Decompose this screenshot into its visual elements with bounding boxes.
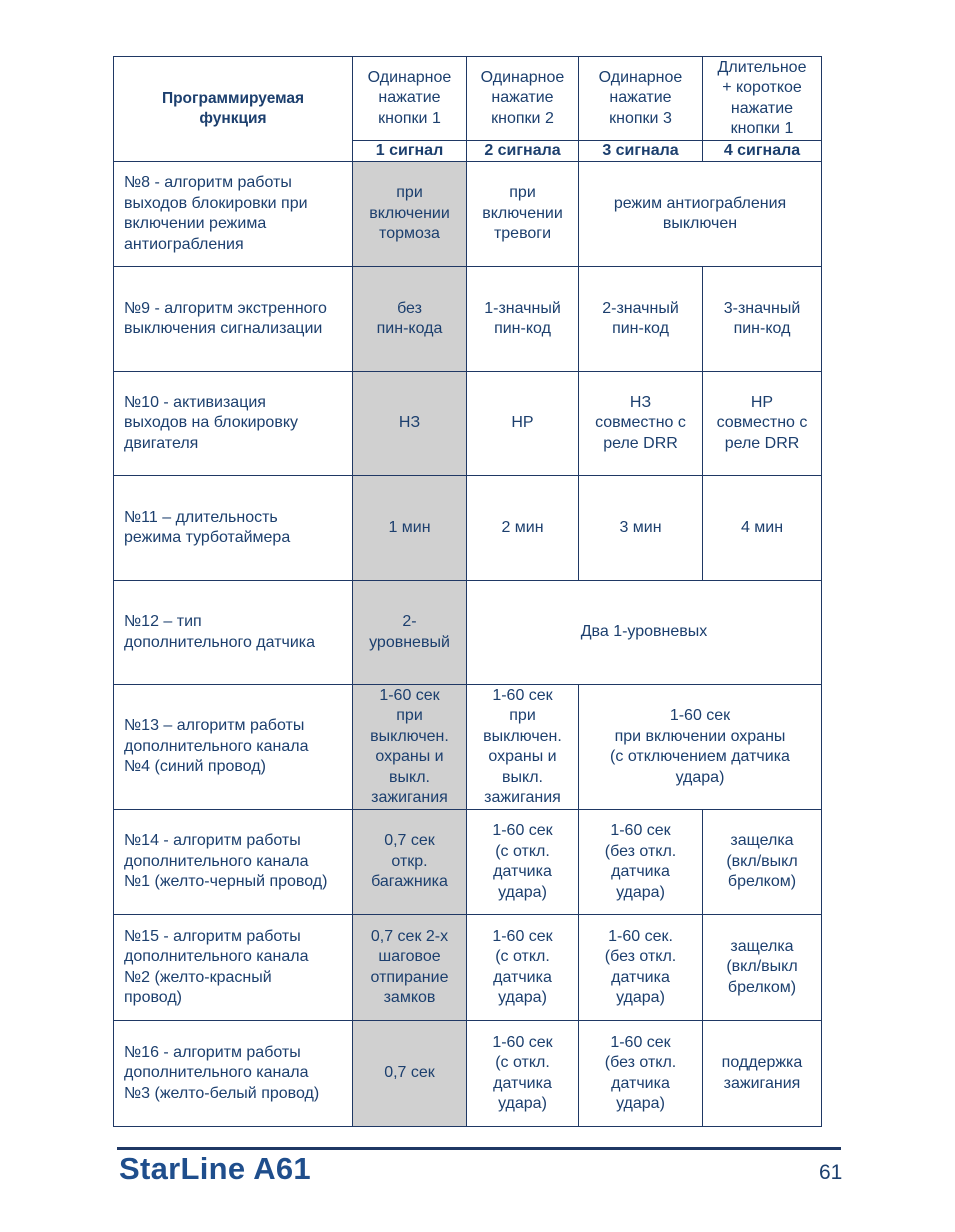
function-cell bbox=[114, 267, 353, 372]
value-label: без пин-кода bbox=[376, 299, 443, 337]
function-label: №11 – длительность режима турботаймера bbox=[124, 508, 291, 546]
value-label: 1-60 сек при включении охраны (с отключением датчика удара) bbox=[610, 707, 790, 786]
value-label: 1-60 сек при выключен. охраны и выкл. зажигания bbox=[370, 686, 449, 806]
brand-logo-text: StarLine A61 bbox=[119, 1151, 311, 1186]
value-cell bbox=[579, 1021, 703, 1127]
value-label: режим антиограбления выключен bbox=[613, 194, 787, 232]
default-value-cell bbox=[353, 476, 467, 581]
signal-cell-3: 3 сигнала bbox=[579, 141, 703, 162]
table-row bbox=[114, 372, 822, 476]
function-label: №13 – алгоритм работы дополнительного канала №4 (синий провод) bbox=[124, 717, 309, 776]
value-label: НЗ совместно с реле DRR bbox=[595, 393, 686, 452]
programmable-functions-table bbox=[113, 56, 822, 1127]
table-row bbox=[114, 476, 822, 581]
header-press-label: Одинарное нажатие кнопки 1 bbox=[367, 68, 452, 127]
table-row bbox=[114, 581, 822, 685]
header-press-label: Одинарное нажатие кнопки 3 bbox=[598, 68, 683, 127]
default-value-cell bbox=[353, 1021, 467, 1127]
value-label: 1-60 сек (с откл. датчика удара) bbox=[492, 822, 553, 901]
value-cell bbox=[579, 267, 703, 372]
settings-table-wrapper bbox=[113, 56, 821, 1127]
default-value-cell bbox=[353, 810, 467, 915]
header-press-cell-3 bbox=[579, 57, 703, 141]
header-press-cell-4 bbox=[703, 57, 822, 141]
value-cell bbox=[703, 372, 822, 476]
function-cell bbox=[114, 581, 353, 685]
table-row bbox=[114, 1021, 822, 1127]
value-label: 3-значный пин-код bbox=[723, 299, 801, 337]
value-label: НЗ bbox=[398, 414, 421, 432]
header-row bbox=[114, 57, 822, 141]
value-cell bbox=[467, 1021, 579, 1127]
function-label: №16 - алгоритм работы дополнительного канала №3 (желто-белый провод) bbox=[124, 1043, 320, 1102]
value-label: при включении тормоза bbox=[369, 184, 450, 243]
default-value-cell bbox=[353, 581, 467, 685]
function-cell bbox=[114, 1021, 353, 1127]
value-cell-merged bbox=[579, 685, 822, 810]
value-label: защелка (вкл/выкл брелком) bbox=[726, 832, 798, 891]
signal-cell-2: 2 сигнала bbox=[467, 141, 579, 162]
footer-divider bbox=[117, 1147, 841, 1150]
value-label: 1-60 сек (с откл. датчика удара) bbox=[492, 927, 553, 1006]
value-label: НР совместно с реле DRR bbox=[716, 393, 808, 452]
value-label: 1-60 сек (без откл. датчика удара) bbox=[604, 822, 677, 901]
value-label: 2- уровневый bbox=[369, 613, 450, 651]
value-label: 1-60 сек (без откл. датчика удара) bbox=[604, 1033, 677, 1112]
default-value-cell bbox=[353, 267, 467, 372]
value-cell bbox=[467, 162, 579, 267]
value-label: Два 1-уровневых bbox=[580, 623, 708, 641]
value-cell bbox=[579, 372, 703, 476]
value-label: НР bbox=[511, 414, 534, 432]
function-label: №8 - алгоритм работы выходов блокировки при включении режима антиограбления bbox=[124, 174, 308, 253]
value-cell bbox=[579, 810, 703, 915]
function-cell bbox=[114, 476, 353, 581]
value-cell bbox=[703, 1021, 822, 1127]
value-label: 2-значный пин-код bbox=[602, 299, 679, 337]
value-cell bbox=[467, 267, 579, 372]
header-press-label: Длительное + короткое нажатие кнопки 1 bbox=[717, 58, 807, 137]
table-row bbox=[114, 915, 822, 1021]
value-cell bbox=[467, 915, 579, 1021]
header-function-label: Программируемая функция bbox=[161, 89, 305, 127]
table-row bbox=[114, 685, 822, 810]
default-value-cell bbox=[353, 915, 467, 1021]
value-cell-merged bbox=[467, 581, 822, 685]
function-cell bbox=[114, 915, 353, 1021]
table-row bbox=[114, 267, 822, 372]
function-cell bbox=[114, 372, 353, 476]
table-row bbox=[114, 810, 822, 915]
function-cell bbox=[114, 685, 353, 810]
value-label: 2 мин bbox=[501, 518, 544, 536]
table-row bbox=[114, 162, 822, 267]
value-label: 1-60 сек. (без откл. датчика удара) bbox=[604, 927, 677, 1006]
value-label: 0,7 сек откр. багажника bbox=[371, 832, 448, 891]
value-cell bbox=[579, 476, 703, 581]
value-cell bbox=[703, 267, 822, 372]
function-cell bbox=[114, 810, 353, 915]
value-label: 3 мин bbox=[619, 518, 662, 536]
value-label: 1-60 сек (с откл. датчика удара) bbox=[492, 1033, 553, 1112]
function-label: №14 - алгоритм работы дополнительного канала №1 (желто-черный провод) bbox=[124, 832, 328, 891]
header-press-label: Одинарное нажатие кнопки 2 bbox=[480, 68, 565, 127]
value-cell bbox=[467, 372, 579, 476]
signal-cell-4: 4 сигнала bbox=[703, 141, 822, 162]
value-cell bbox=[703, 476, 822, 581]
value-label: 1-значный пин-код bbox=[484, 299, 561, 337]
default-value-cell bbox=[353, 372, 467, 476]
value-cell bbox=[579, 915, 703, 1021]
value-cell bbox=[467, 685, 579, 810]
value-label: защелка (вкл/выкл брелком) bbox=[726, 937, 798, 996]
value-label: 0,7 сек bbox=[384, 1064, 435, 1082]
default-value-cell bbox=[353, 685, 467, 810]
header-press-cell-2 bbox=[467, 57, 579, 141]
function-label: №15 - алгоритм работы дополнительного канала №2 (желто-красный провод) bbox=[124, 927, 309, 1006]
signal-cell-1: 1 сигнал bbox=[353, 141, 467, 162]
value-label: 1 мин bbox=[388, 518, 431, 536]
value-cell bbox=[703, 915, 822, 1021]
value-label: при включении тревоги bbox=[482, 184, 563, 243]
header-press-cell-1 bbox=[353, 57, 467, 141]
value-cell bbox=[467, 810, 579, 915]
value-cell bbox=[467, 476, 579, 581]
function-label: №9 - алгоритм экстренного выключения сигнализации bbox=[124, 299, 327, 337]
value-label: поддержка зажигания bbox=[721, 1054, 803, 1092]
value-cell-merged bbox=[579, 162, 822, 267]
function-label: №10 - активизация выходов на блокировку двигателя bbox=[124, 393, 298, 452]
value-cell bbox=[703, 810, 822, 915]
value-label: 4 мин bbox=[740, 518, 784, 536]
default-value-cell bbox=[353, 162, 467, 267]
value-label: 1-60 сек при выключен. охраны и выкл. зажигания bbox=[483, 686, 562, 806]
header-function-cell bbox=[114, 57, 353, 162]
value-label: 0,7 сек 2-х шаговое отпирание замков bbox=[370, 927, 449, 1006]
page-number: 61 bbox=[819, 1161, 843, 1184]
function-label: №12 – тип дополнительного датчика bbox=[124, 613, 316, 651]
function-cell bbox=[114, 162, 353, 267]
